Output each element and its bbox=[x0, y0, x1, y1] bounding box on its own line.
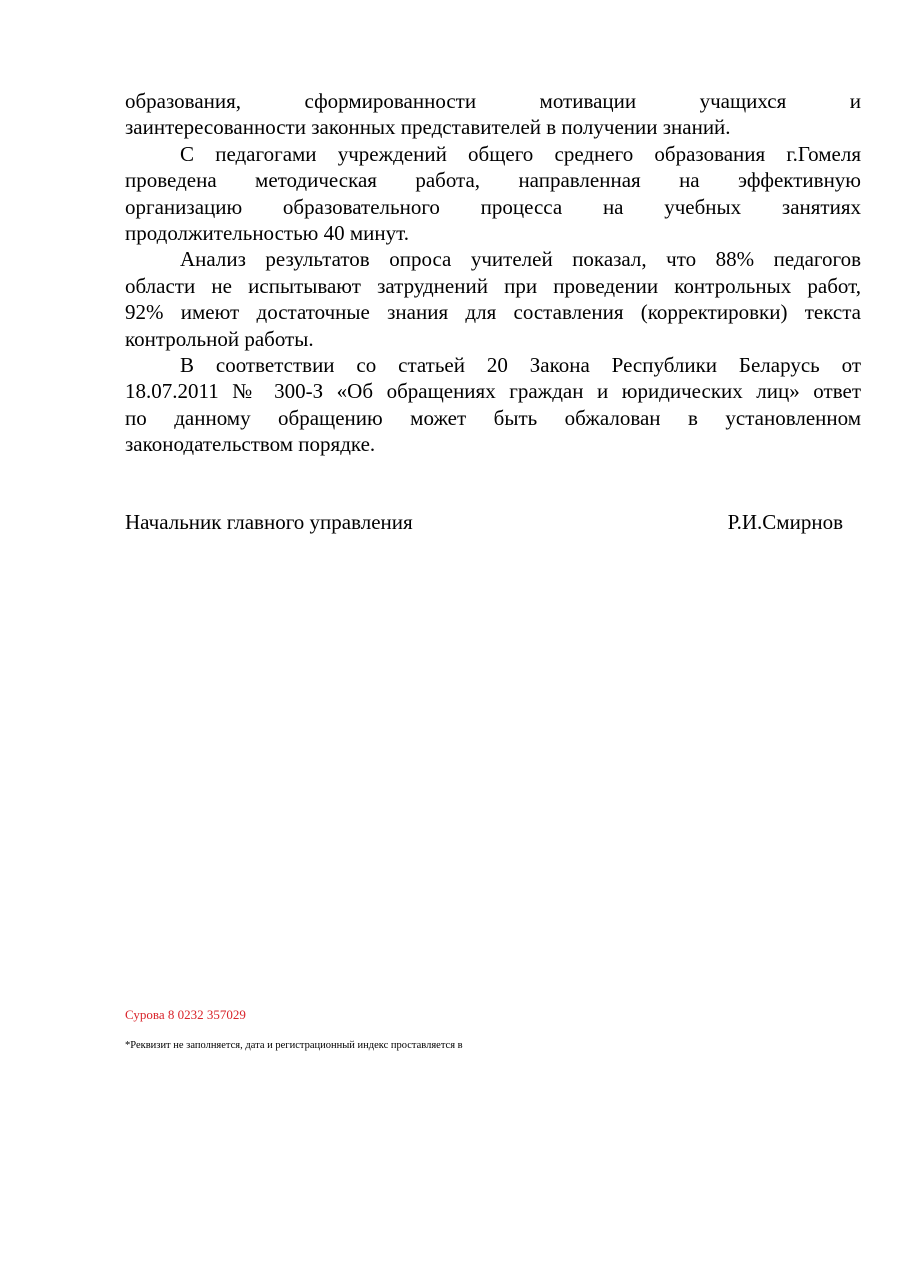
paragraph bbox=[125, 246, 861, 352]
text-line: В соответствии со статьей 20 Закона Республики Беларусь от bbox=[180, 352, 861, 377]
text-line: контрольной работы. bbox=[125, 326, 314, 351]
signature-position: Начальник главного управления bbox=[125, 510, 413, 534]
text-line: проведена методическая работа, направленная на эффективную bbox=[125, 168, 861, 193]
footnote: *Реквизит не заполняется, дата и регистрационный индекс проставляется в bbox=[125, 1040, 463, 1051]
text-line: продолжительностью 40 минут. bbox=[125, 220, 409, 245]
text-line: Анализ результатов опроса учителей показал, что 88% педагогов bbox=[180, 247, 861, 272]
text-line: области не испытывают затруднений при проведении контрольных работ, bbox=[125, 273, 861, 298]
paragraph bbox=[125, 88, 861, 141]
text-line: 18.07.2011 № 300-З «Об обращениях граждан и юридических лиц» ответ bbox=[125, 379, 861, 404]
paragraph bbox=[125, 352, 861, 458]
contact-info: Сурова 8 0232 357029 bbox=[125, 1007, 246, 1022]
text-line: 92% имеют достаточные знания для составления (корректировки) текста bbox=[125, 300, 861, 325]
text-line: С педагогами учреждений общего среднего образования г.Гомеля bbox=[180, 141, 861, 166]
text-line: заинтересованности законных представителей в получении знаний. bbox=[125, 115, 731, 140]
signature-block bbox=[125, 510, 843, 535]
text-line: образования, сформированности мотивации учащихся и bbox=[125, 89, 861, 113]
text-line: организацию образовательного процесса на учебных занятиях bbox=[125, 194, 861, 219]
signature-name: Р.И.Смирнов bbox=[727, 510, 843, 534]
text-line: законодательством порядке. bbox=[125, 432, 376, 457]
document-body bbox=[125, 88, 861, 457]
paragraph bbox=[125, 141, 861, 247]
text-line: по данному обращению может быть обжалован в установленном bbox=[125, 405, 861, 430]
